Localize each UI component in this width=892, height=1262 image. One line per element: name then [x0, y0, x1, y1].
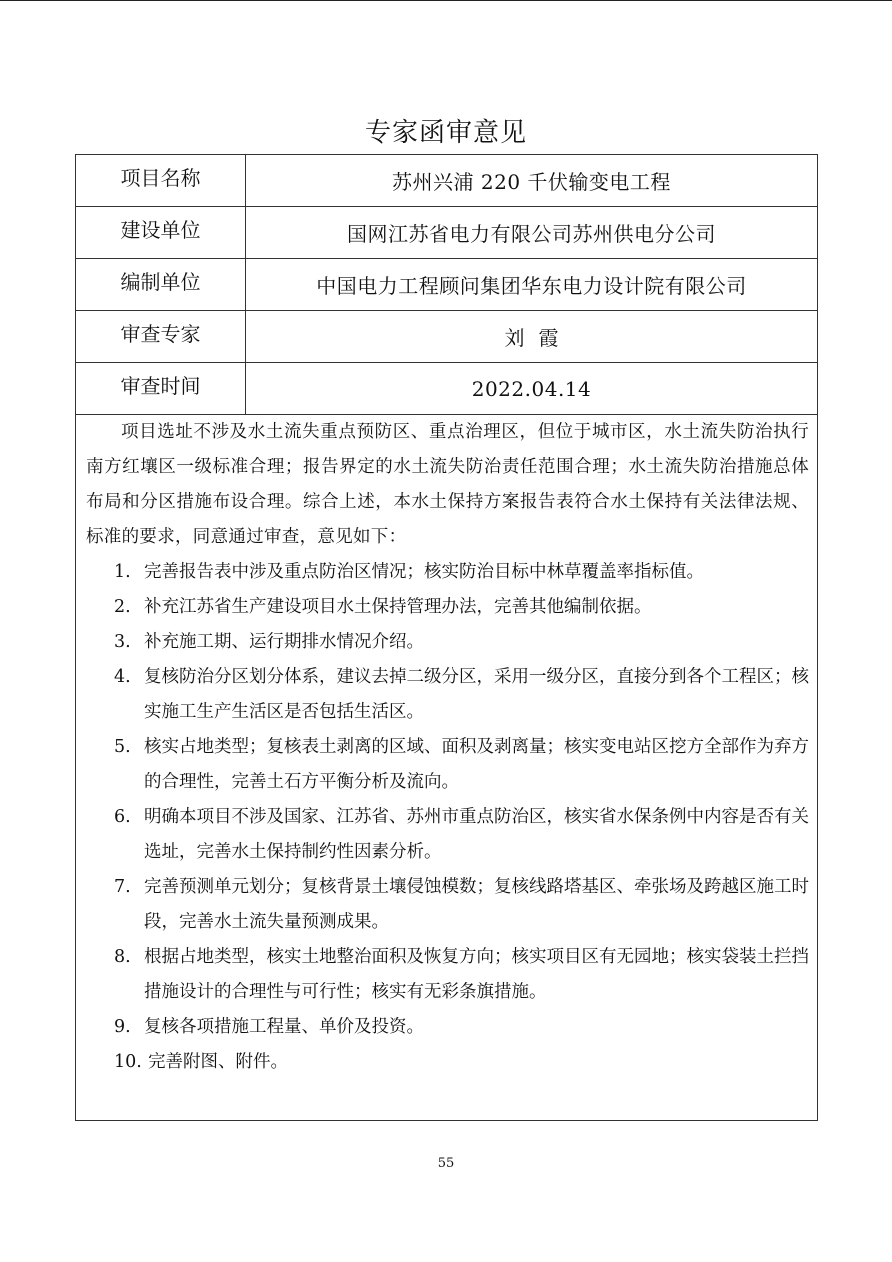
opinion-intro: 项目选址不涉及水土流失重点预防区、重点治理区，但位于城市区，水土流失防治执行南方红壤区一级标准合理；报告界定的水土流失防治责任范围合理；水土流失防治措施总体布局和分区措施布设合理。综合上述，本水土保持方案报告表符合水土保持有关法律法规、标准的要求，同意通过审查，意见如下： — [86, 422, 809, 547]
item-text: 根据占地类型，核实土地整治面积及恢复方向；核实项目区有无园地；核实袋装土拦挡措施设计的合理性与可行性；核实有无彩条旗措施。 — [144, 947, 809, 1002]
item-number: 6. — [114, 807, 131, 827]
opinion-item — [86, 1045, 809, 1080]
review-opinion — [76, 415, 817, 1080]
compiling-unit-value: 中国电力工程顾问集团华东电力设计院有限公司 — [316, 274, 747, 298]
item-number: 9. — [114, 1017, 131, 1037]
row-construction-unit — [76, 207, 817, 259]
construction-unit-label: 建设单位 — [76, 207, 246, 258]
opinion-item — [86, 590, 809, 625]
construction-unit-value: 国网江苏省电力有限公司苏州供电分公司 — [347, 222, 716, 246]
opinion-item — [86, 730, 809, 800]
row-review-expert — [76, 311, 817, 363]
opinion-item — [86, 1010, 809, 1045]
item-number: 5. — [114, 737, 131, 757]
opinion-item — [86, 625, 809, 660]
project-name-value: 苏州兴浦 220 千伏输变电工程 — [392, 170, 671, 194]
item-text: 完善附图、附件。 — [148, 1052, 288, 1072]
row-review-date — [76, 363, 817, 415]
compiling-unit-label: 编制单位 — [76, 259, 246, 310]
item-number: 2. — [114, 597, 131, 617]
opinion-item — [86, 800, 809, 870]
item-text: 补充施工期、运行期排水情况介绍。 — [144, 632, 424, 652]
item-number: 1. — [114, 562, 131, 582]
project-name-label: 项目名称 — [76, 155, 246, 206]
top-border-line — [0, 0, 892, 1]
item-number: 4. — [114, 667, 131, 687]
document-title: 专家函审意见 — [364, 118, 527, 148]
row-project-name — [76, 155, 817, 207]
item-text: 完善报告表中涉及重点防治区情况；核实防治目标中林草覆盖率指标值。 — [144, 562, 704, 582]
item-text: 核实占地类型；复核表土剥离的区域、面积及剥离量；核实变电站区挖方全部作为弃方的合理性，完善土石方平衡分析及流向。 — [144, 737, 809, 792]
item-number: 8. — [114, 947, 131, 967]
review-date-value: 2022.04.14 — [471, 376, 592, 401]
item-number: 3. — [114, 632, 131, 652]
review-date-label: 审查时间 — [76, 363, 246, 414]
item-text: 复核防治分区划分体系，建议去掉二级分区，采用一级分区，直接分到各个工程区；核实施工生产生活区是否包括生活区。 — [144, 667, 809, 722]
review-expert-label: 审查专家 — [76, 311, 246, 362]
item-number: 7. — [114, 877, 131, 897]
opinion-item — [86, 940, 809, 1010]
row-compiling-unit — [76, 259, 817, 311]
opinion-item — [86, 555, 809, 590]
item-text: 复核各项措施工程量、单价及投资。 — [144, 1017, 424, 1037]
review-form-table — [75, 154, 818, 1121]
item-text: 明确本项目不涉及国家、江苏省、苏州市重点防治区，核实省水保条例中内容是否有关选址，完善水土保持制约性因素分析。 — [144, 807, 809, 862]
item-text: 完善预测单元划分；复核背景土壤侵蚀模数；复核线路塔基区、牵张场及跨越区施工时段，完善水土流失量预测成果。 — [144, 877, 809, 932]
item-text: 补充江苏省生产建设项目水土保持管理办法，完善其他编制依据。 — [144, 597, 652, 617]
opinion-item-list — [86, 555, 809, 1080]
review-expert-value: 刘霞 — [504, 326, 573, 350]
opinion-item — [86, 660, 809, 730]
opinion-item — [86, 870, 809, 940]
page-number: 55 — [437, 1156, 455, 1171]
item-number: 10. — [114, 1052, 142, 1072]
